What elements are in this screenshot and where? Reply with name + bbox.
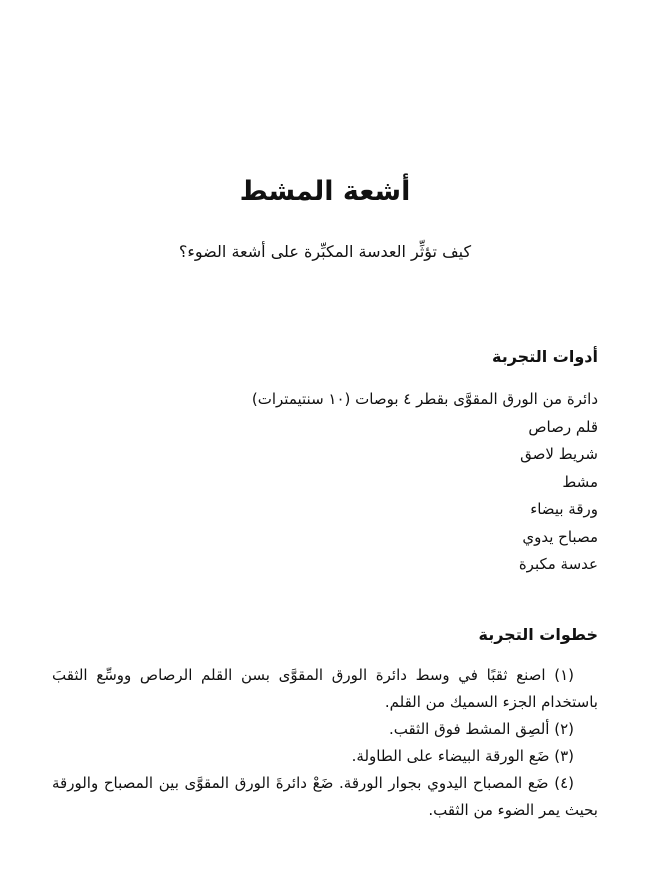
step-item: (١) اصنع ثقبًا في وسط دائرة الورق المقوَّى بسن القلم الرصاص ووسِّع الثقبَ باستخدام الجزء السميك من القلم. (52, 666, 598, 711)
material-item: دائرة من الورق المقوَّى بقطر ٤ بوصات (١٠ سنتيمترات) (251, 390, 598, 408)
material-item: عدسة مكبرة (518, 555, 598, 573)
materials-heading: أدوات التجربة (492, 347, 598, 366)
material-item: ورقة بيضاء (530, 500, 598, 518)
materials-list (52, 386, 598, 579)
page-subtitle: كيف تؤثِّر العدسة المكبِّرة على أشعة الضوء؟ (178, 242, 472, 261)
page-title: أشعة المشط (239, 176, 411, 207)
material-item: قلم رصاص (528, 417, 598, 436)
step-item: (٤) ضَع المصباح اليدوي بجوار الورقة. ضَعْ دائرةَ الورق المقوَّى بين المصباح والورقة بحيث يمر الضوء من الثقب. (52, 774, 598, 819)
step-item: (٣) ضَع الورقة البيضاء على الطاولة. (351, 747, 574, 765)
steps-heading: خطوات التجربة (478, 625, 598, 644)
material-item: مصباح يدوي (522, 527, 598, 546)
steps-list (52, 662, 598, 824)
step-item: (٢) ألصِق المشط فوق الثقب. (388, 720, 574, 738)
material-item: شريط لاصق (520, 445, 598, 463)
material-item: مشط (562, 472, 598, 491)
